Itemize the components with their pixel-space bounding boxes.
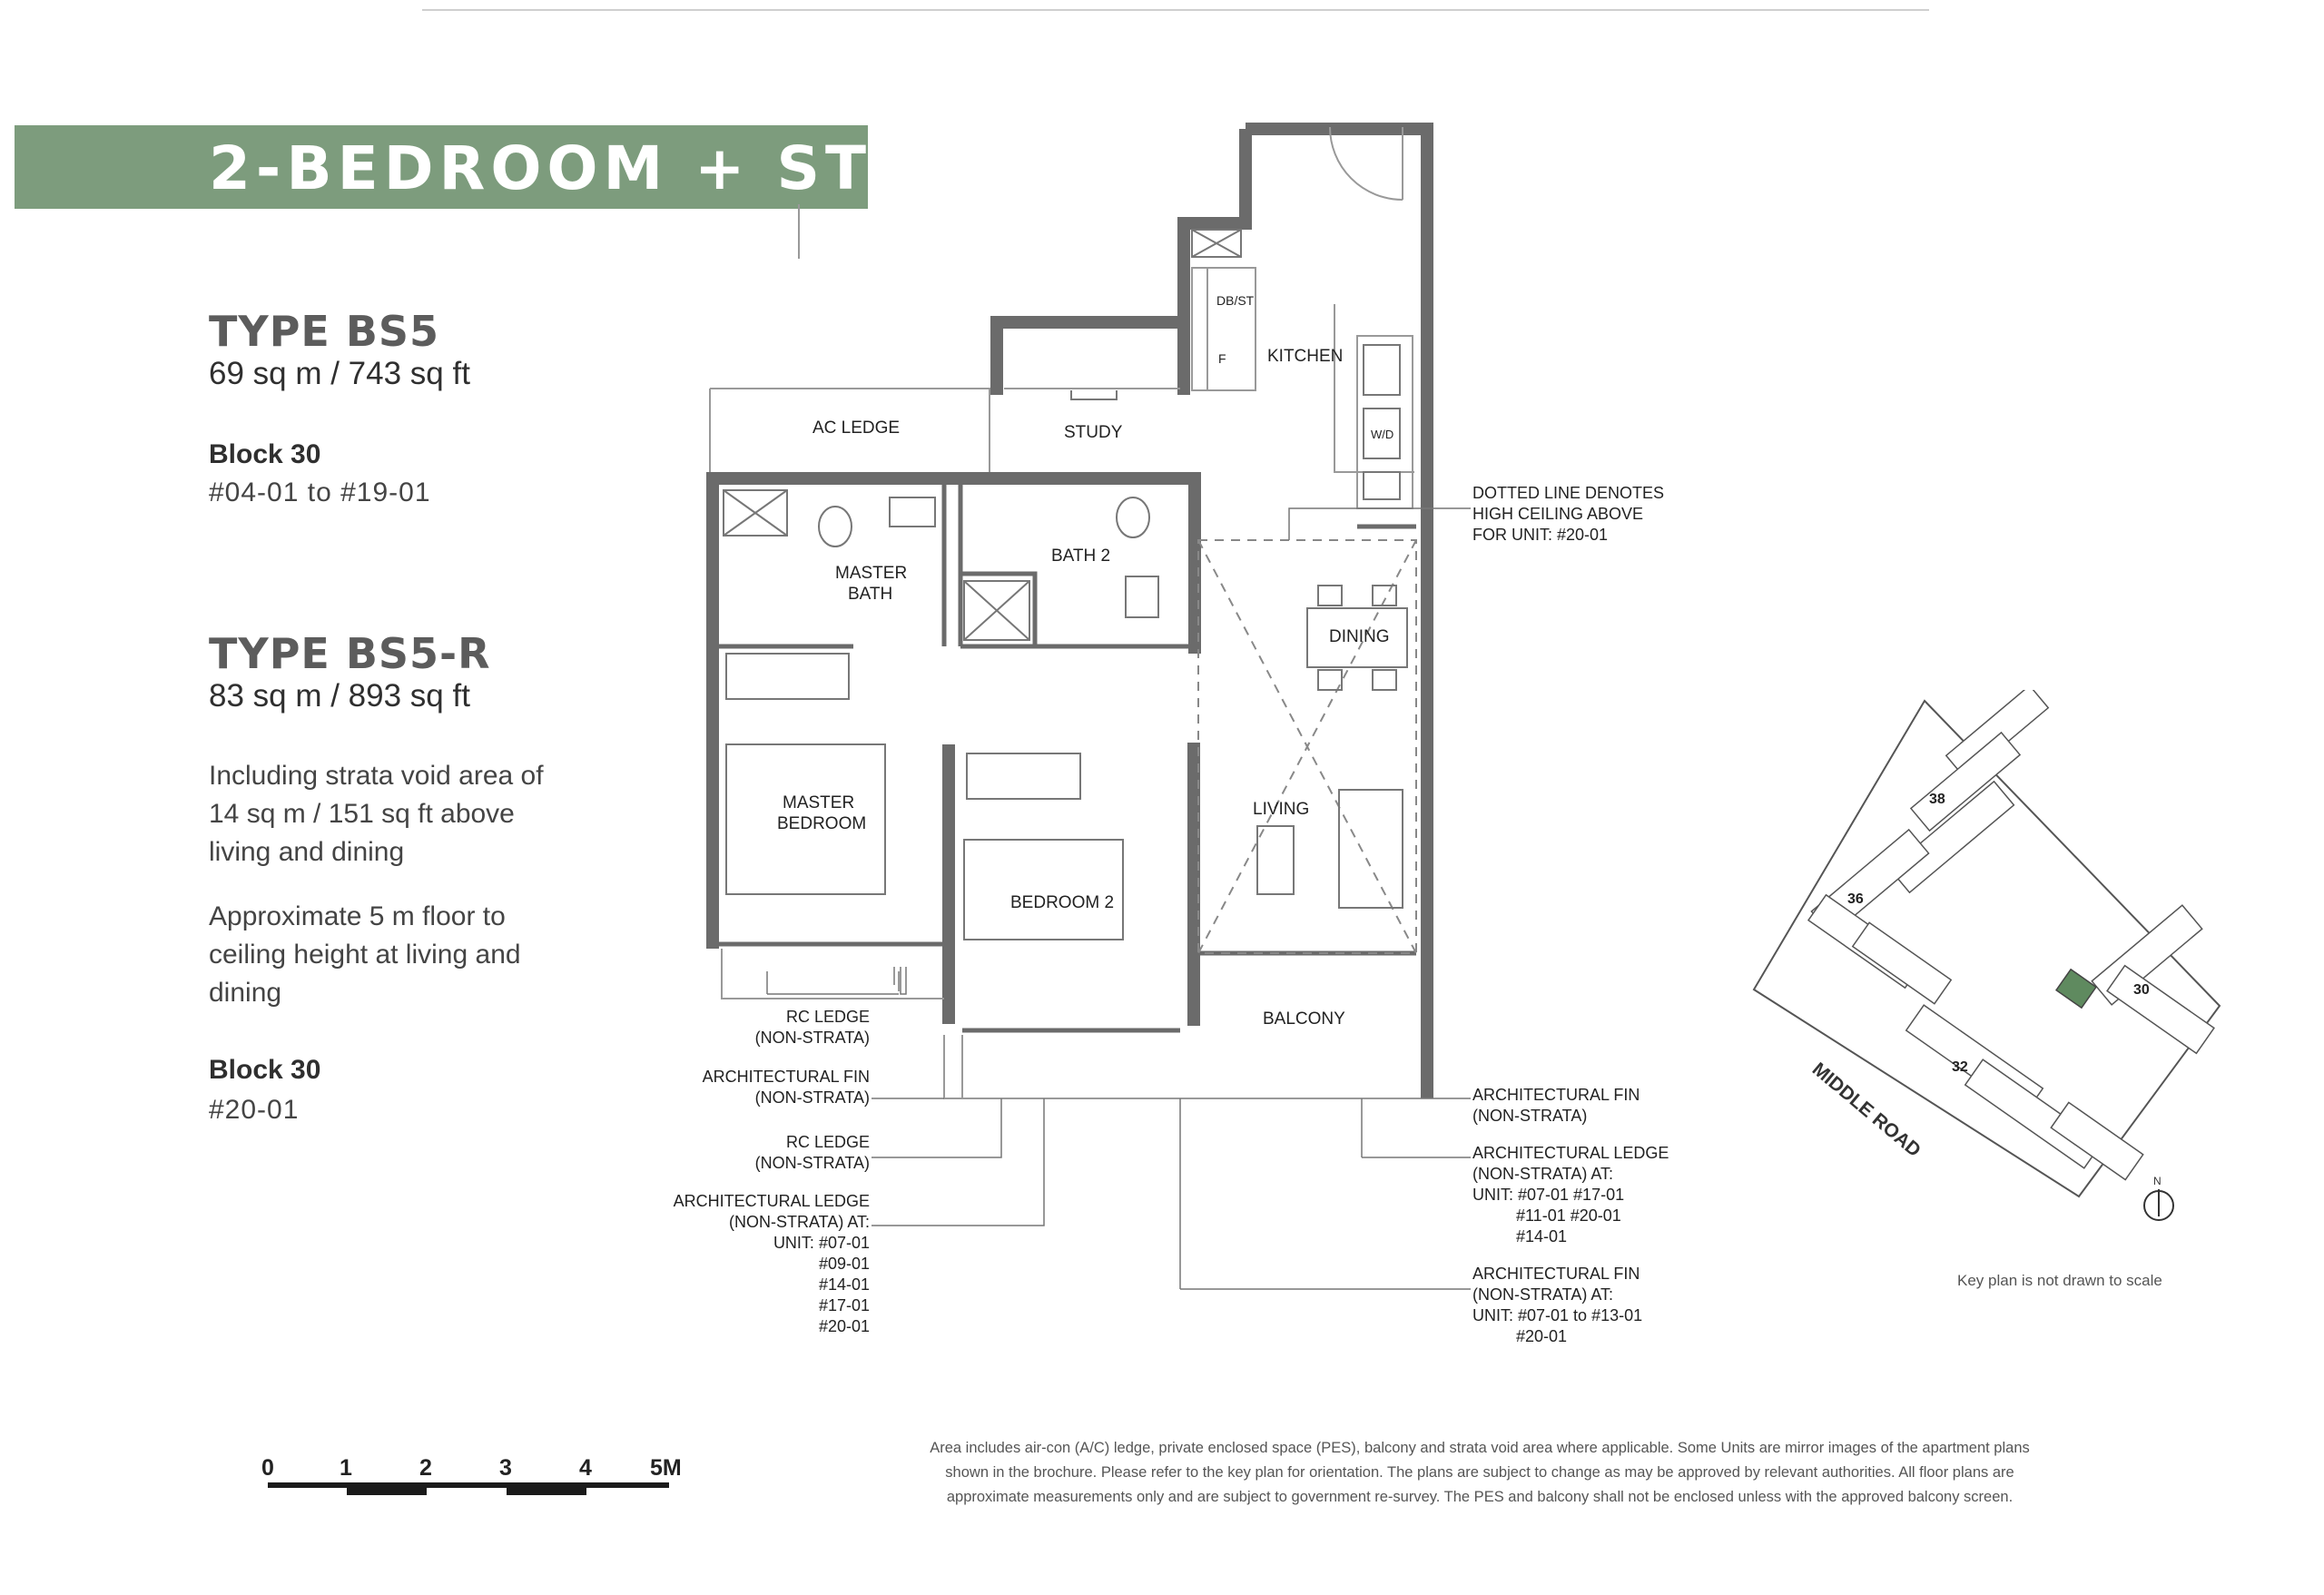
scale-label-3: 3: [499, 1455, 512, 1481]
label-master-bed-1: MASTER: [783, 793, 855, 812]
disclaimer: [853, 1436, 2106, 1510]
note-rc-ledge-a2: (NON-STRATA): [754, 1029, 870, 1047]
label-fridge: F: [1218, 351, 1226, 366]
note-arch-ledge-l2: (NON-STRATA) AT:: [729, 1213, 870, 1231]
scale-label-4: 4: [579, 1455, 592, 1481]
label-master-bed-2: BEDROOM: [777, 814, 867, 833]
note-arch-ledge-r2: (NON-STRATA) AT:: [1472, 1165, 1613, 1183]
note-dotted-2: HIGH CEILING ABOVE: [1472, 505, 1644, 523]
scale-label-1: 1: [340, 1455, 352, 1481]
note-arch-fin-r2: (NON-STRATA): [1472, 1107, 1588, 1125]
note-dotted-3: FOR UNIT: #20-01: [1472, 526, 1609, 544]
highlighted-unit: [2056, 970, 2096, 1008]
leader-lines: [767, 508, 1471, 1289]
label-master-bath-2: BATH: [848, 585, 893, 604]
key-plan-caption: Key plan is not drawn to scale: [1957, 1272, 2162, 1289]
label-master-bath-1: MASTER: [835, 564, 908, 583]
note-arch-ledge-r1: ARCHITECTURAL LEDGE: [1472, 1144, 1669, 1162]
type-bs5r-title: TYPE BS5-R: [209, 629, 491, 678]
label-wd: W/D: [1371, 428, 1394, 441]
page-title: 2-BEDROOM + STUDY: [209, 133, 1026, 203]
type-bs5-area: 69 sq m / 743 sq ft: [209, 356, 470, 391]
note-rc-ledge-b2: (NON-STRATA): [754, 1154, 870, 1172]
disclaimer-line-1: Area includes air-con (A/C) ledge, private enclosed space (PES), balcony and strata void area where applicable. Some Units are mirror images of the apartment plans: [930, 1440, 2030, 1456]
note-arch-fin-r3: ARCHITECTURAL FIN: [1472, 1265, 1640, 1283]
note-arch-ledge-l4: #09-01: [818, 1255, 870, 1273]
type-bs5-units: #04-01 to #19-01: [209, 478, 431, 507]
note-arch-ledge-r3: UNIT: #07-01 #17-01: [1472, 1186, 1625, 1204]
note-arch-ledge-r5: #14-01: [1516, 1227, 1568, 1245]
label-dbst: DB/ST: [1216, 293, 1255, 308]
scale-label-5m: 5M: [650, 1455, 682, 1481]
label-bath2: BATH 2: [1051, 546, 1111, 566]
note-arch-ledge-l6: #17-01: [818, 1296, 870, 1314]
top-divider: [422, 9, 1929, 11]
label-ac-ledge: AC LEDGE: [812, 418, 901, 438]
note-arch-ledge-l3: UNIT: #07-01: [773, 1234, 870, 1252]
north-label: N: [2153, 1175, 2162, 1187]
note-dotted-1: DOTTED LINE DENOTES: [1472, 484, 1665, 502]
note-arch-fin-r4: (NON-STRATA) AT:: [1472, 1285, 1613, 1304]
note-arch-fin-r1: ARCHITECTURAL FIN: [1472, 1086, 1640, 1104]
floor-plan: [672, 118, 1707, 1362]
high-ceiling-outline: [1198, 540, 1416, 953]
note-arch-ledge-l1: ARCHITECTURAL LEDGE: [673, 1192, 870, 1210]
note-arch-fin-l2: (NON-STRATA): [754, 1088, 870, 1107]
block-label-38: 38: [1929, 792, 1945, 807]
type-bs5r-block: Block 30: [209, 1055, 321, 1085]
label-dining: DINING: [1329, 627, 1390, 646]
disclaimer-line-2: shown in the brochure. Please refer to the key plan for orientation. The plans are subject to change as may be approved by relevant authorities. All floor plans are: [945, 1464, 2014, 1481]
type-bs5-block: Block 30: [209, 439, 321, 469]
note-rc-ledge-b1: RC LEDGE: [785, 1133, 870, 1151]
block-label-36: 36: [1847, 891, 1864, 907]
road-label: MIDDLE ROAD: [1807, 1058, 1925, 1162]
block-labels: [1847, 792, 2150, 1075]
label-living: LIVING: [1253, 800, 1310, 819]
note-arch-fin-l1: ARCHITECTURAL FIN: [702, 1068, 870, 1086]
label-balcony: BALCONY: [1263, 1009, 1345, 1029]
note-rc-ledge-a1: RC LEDGE: [785, 1008, 870, 1026]
note-arch-fin-r6: #20-01: [1516, 1327, 1568, 1345]
scale-label-0: 0: [261, 1455, 274, 1481]
key-plan: [1725, 690, 2233, 1253]
room-labels: [777, 293, 1393, 1029]
scale-label-2: 2: [419, 1455, 432, 1481]
type-bs5r-units: #20-01: [209, 1095, 300, 1125]
label-bedroom2: BEDROOM 2: [1010, 893, 1115, 912]
note-arch-ledge-r4: #11-01 #20-01: [1516, 1206, 1621, 1225]
plan-annotations: [674, 484, 1669, 1345]
label-kitchen: KITCHEN: [1267, 347, 1344, 366]
note-arch-ledge-l5: #14-01: [818, 1275, 870, 1294]
note-arch-fin-r5: UNIT: #07-01 to #13-01: [1472, 1306, 1643, 1324]
north-arrow: [2144, 1175, 2173, 1220]
block-label-30: 30: [2133, 982, 2150, 998]
type-bs5r-height-note: Approximate 5 m floor to ceiling height at living and dining: [209, 901, 521, 1008]
scale-bar: [254, 1452, 690, 1516]
note-arch-ledge-l7: #20-01: [818, 1317, 870, 1335]
type-bs5-title: TYPE BS5: [209, 307, 440, 356]
type-bs5r-void-note: Including strata void area of 14 sq m / 151 sq ft above living and dining: [209, 761, 544, 867]
disclaimer-line-3: approximate measurements only and are subject to government re-survey. The PES and balcony shall not be enclosed unless with the approved balcony screen.: [946, 1489, 2014, 1505]
type-bs5r-area: 83 sq m / 893 sq ft: [209, 678, 470, 714]
label-study: STUDY: [1064, 423, 1123, 442]
block-label-32: 32: [1952, 1059, 1968, 1075]
